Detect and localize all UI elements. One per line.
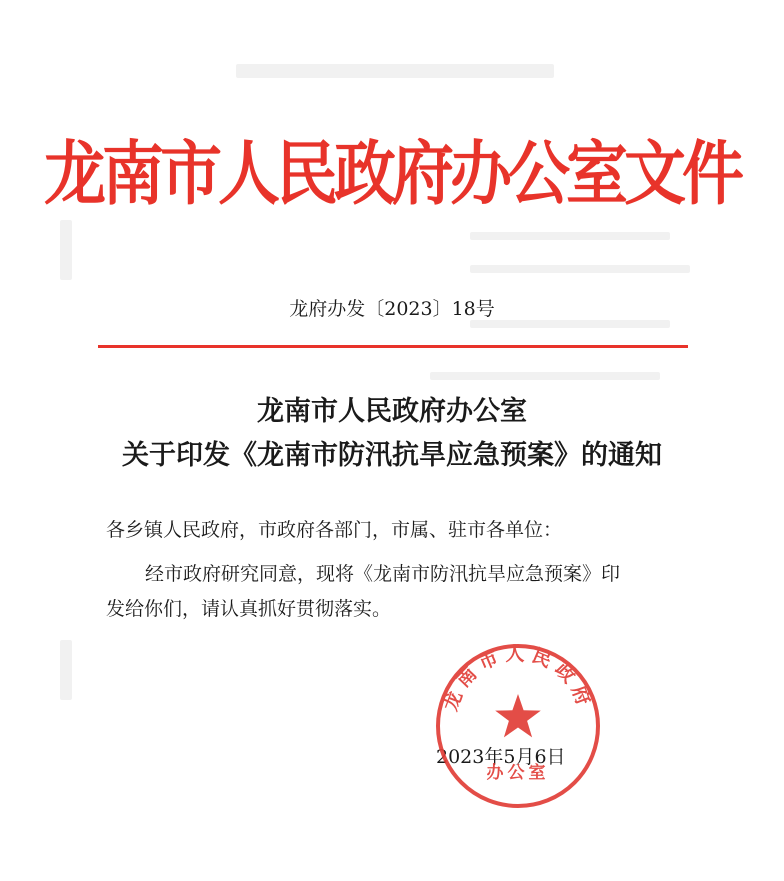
issue-date: 2023年5月6日 [436, 746, 566, 768]
bleed-through-mark [430, 372, 660, 380]
seal-bottom-text: 办公室 [486, 763, 550, 783]
seal-arc-textpath: 龙南市人民政府 [439, 643, 597, 714]
bleed-through-mark [236, 64, 554, 78]
addressee-line: 各乡镇人民政府，市政府各部门，市属、驻市各单位： [106, 519, 563, 541]
star-icon [495, 694, 541, 737]
red-divider-line [98, 345, 688, 348]
bleed-through-mark [60, 640, 72, 700]
bleed-through-mark [470, 232, 670, 240]
body-paragraph-line-1: 经市政府研究同意，现将《龙南市防汛抗旱应急预案》印 [145, 563, 621, 585]
notice-title-line-2: 关于印发《龙南市防汛抗旱应急预案》的通知 [122, 440, 662, 471]
document-header-title: 龙南市人民政府办公室文件 [43, 132, 740, 215]
bleed-through-mark [470, 265, 690, 273]
body-paragraph-line-2: 发给你们，请认真抓好贯彻落实。 [106, 598, 392, 620]
notice-title-line-1: 龙南市人民政府办公室 [257, 396, 527, 427]
official-seal [430, 638, 606, 814]
document-number: 龙府办发〔2023〕18号 [289, 298, 495, 320]
